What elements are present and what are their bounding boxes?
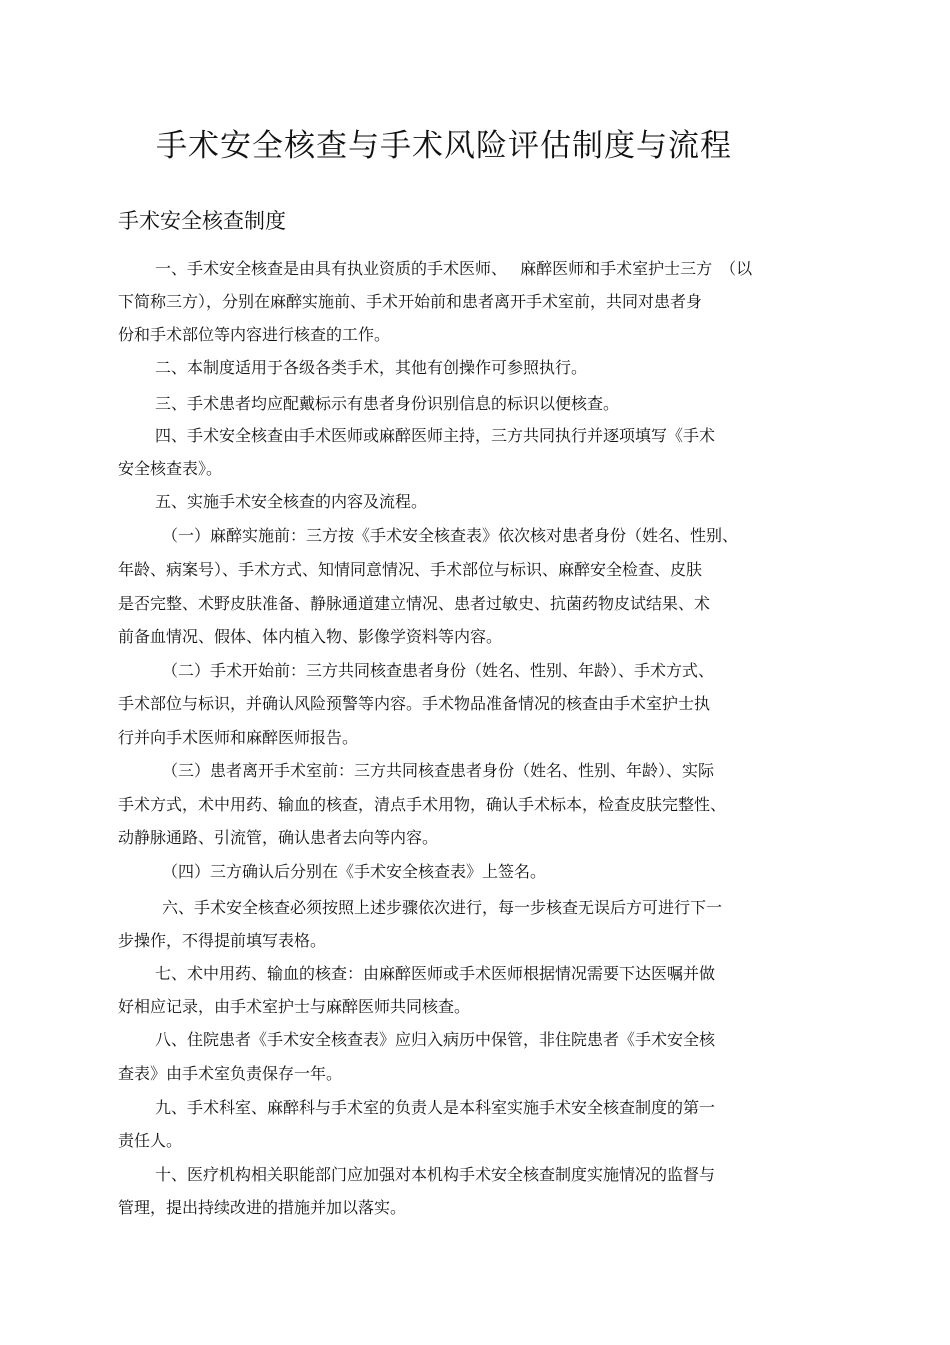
paragraph-line: 手术部位与标识，并确认风险预警等内容。手术物品准备情况的核查由手术室护士执 — [118, 694, 711, 713]
document-title: 手术安全核查与手术风险评估制度与流程 — [156, 128, 732, 164]
paragraph-line: 动静脉通路、引流管，确认患者去向等内容。 — [118, 828, 439, 847]
paragraph-line: 六、手术安全核查必须按照上述步骤依次进行，每一步核查无误后方可进行下一 — [162, 898, 723, 917]
paragraph-line: 是否完整、术野皮肤准备、静脉通道建立情况、患者过敏史、抗菌药物皮试结果、术 — [118, 594, 711, 613]
paragraph-line: （一）麻醉实施前：三方按《手术安全核查表》依次核对患者身份（姓名、性别、 — [162, 526, 739, 545]
section-heading: 手术安全核查制度 — [118, 209, 286, 233]
paragraph-line: 安全核查表》。 — [118, 459, 223, 478]
paragraph-line: 二、本制度适用于各级各类手术，其他有创操作可参照执行。 — [155, 358, 588, 377]
paragraph-line: 份和手术部位等内容进行核查的工作。 — [118, 325, 391, 344]
paragraph-line: 四、手术安全核查由手术医师或麻醉医师主持，三方共同执行并逐项填写《手术 — [155, 426, 716, 445]
paragraph-line: 管理，提出持续改进的措施并加以落实。 — [118, 1198, 407, 1217]
paragraph-line: 十、医疗机构相关职能部门应加强对本机构手术安全核查制度实施情况的监督与 — [155, 1165, 716, 1184]
paragraph-line: 五、实施手术安全核查的内容及流程。 — [155, 492, 428, 511]
paragraph-line: 手术方式，术中用药、输血的核查，清点手术用物，确认手术标本，检查皮肤完整性、 — [118, 795, 727, 814]
paragraph-line: 步操作，不得提前填写表格。 — [118, 931, 327, 950]
paragraph-line: 好相应记录，由手术室护士与麻醉医师共同核查。 — [118, 997, 471, 1016]
paragraph-line: 责任人。 — [118, 1131, 183, 1150]
paragraph-line: 查表》由手术室负责保存一年。 — [118, 1064, 343, 1083]
paragraph-line: （二）手术开始前：三方共同核查患者身份（姓名、性别、年龄）、手术方式、 — [162, 661, 715, 680]
paragraph-line: 前备血情况、假体、体内植入物、影像学资料等内容。 — [118, 627, 503, 646]
paragraph-line: 九、手术科室、麻醉科与手术室的负责人是本科室实施手术安全核查制度的第一 — [155, 1098, 716, 1117]
paragraph-line: 一、手术安全核查是由具有执业资质的手术医师、 麻醉医师和手术室护士三方 （以 — [155, 259, 753, 278]
paragraph-line: 七、术中用药、输血的核查：由麻醉医师或手术医师根据情况需要下达医嘱并做 — [155, 964, 716, 983]
paragraph-line: （三）患者离开手术室前：三方共同核查患者身份（姓名、性别、年龄）、实际 — [162, 761, 715, 780]
paragraph-line: 八、住院患者《手术安全核查表》应归入病历中保管，非住院患者《手术安全核 — [155, 1030, 716, 1049]
paragraph-line: 下简称三方），分别在麻醉实施前、手术开始前和患者离开手术室前，共同对患者身 — [118, 292, 703, 311]
paragraph-line: 行并向手术医师和麻醉医师报告。 — [118, 728, 359, 747]
paragraph-line: 年龄、病案号）、手术方式、知情同意情况、手术部位与标识、麻醉安全检查、皮肤 — [118, 560, 703, 579]
paragraph-line: （四）三方确认后分别在《手术安全核查表》上签名。 — [162, 862, 547, 881]
paragraph-line: 三、手术患者均应配戴标示有患者身份识别信息的标识以便核查。 — [155, 394, 620, 413]
